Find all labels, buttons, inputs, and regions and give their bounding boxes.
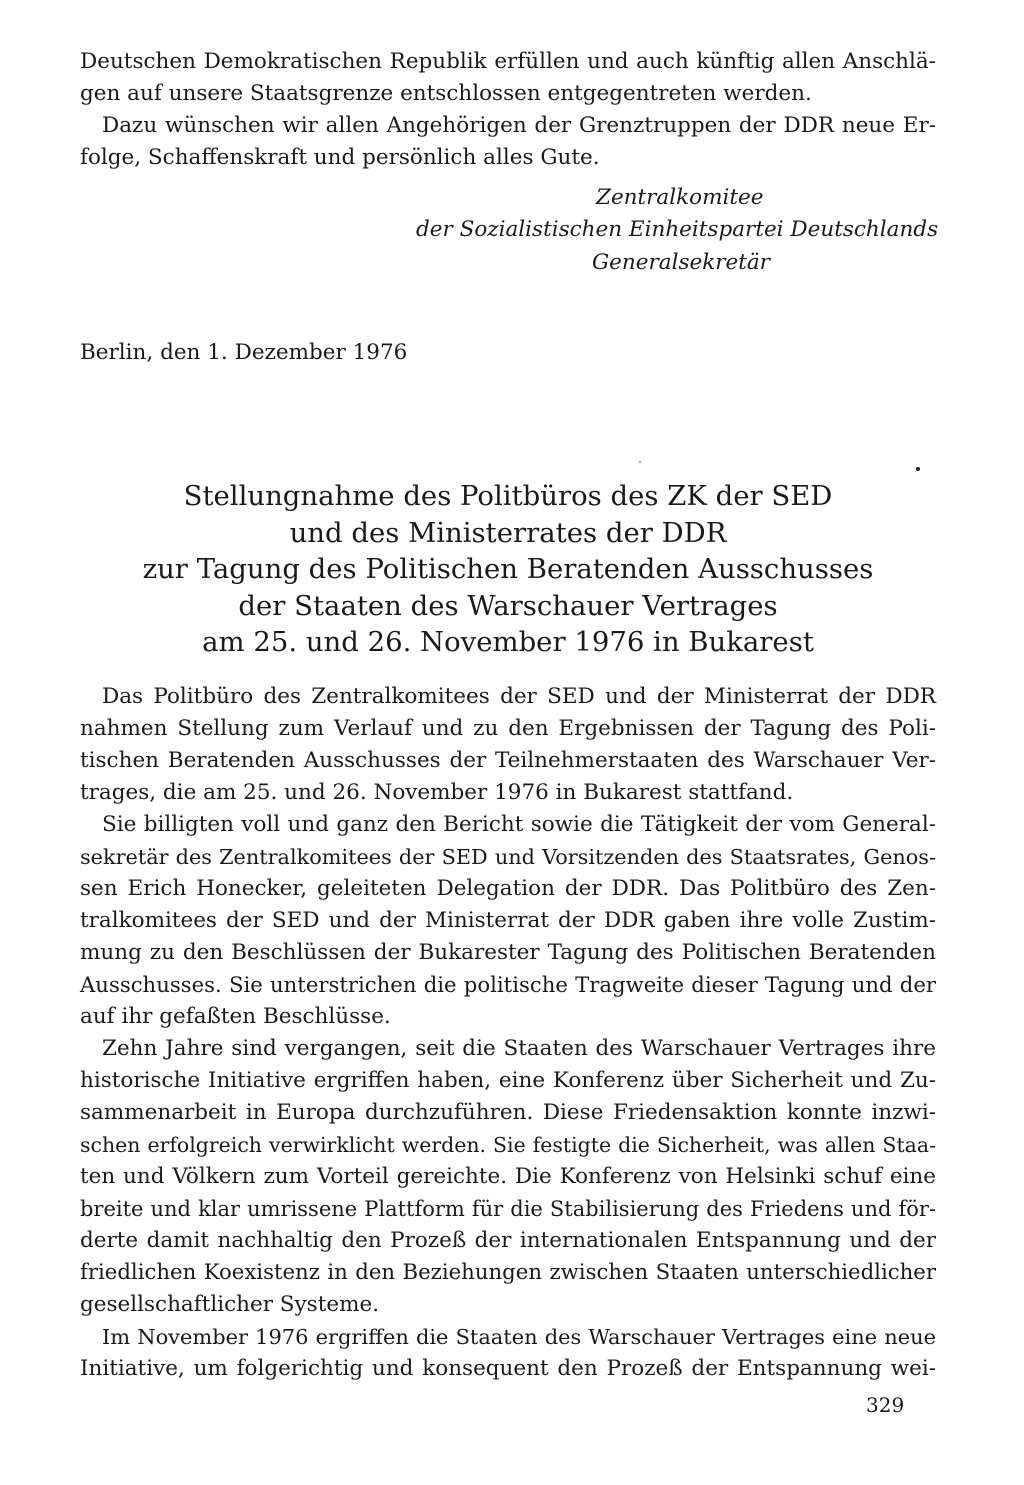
body-line: ten und Völkern zum Vorteil gereichte. Die Konferenz von Helsinki schuf eine bbox=[80, 1164, 936, 1189]
section-title bbox=[80, 478, 936, 661]
page-number: 329 bbox=[866, 1393, 905, 1417]
intro-line: Deutschen Demokratischen Republik erfüllen und auch künftig allen Anschlä- bbox=[80, 49, 936, 74]
body-line: historische Initiative ergriffen haben, eine Konferenz über Sicherheit und Zu- bbox=[80, 1068, 936, 1093]
scan-speck bbox=[639, 461, 641, 463]
date-line: Berlin, den 1. Dezember 1976 bbox=[80, 340, 408, 365]
body-line: derte damit nachhaltig den Prozeß der internationalen Entspannung und der bbox=[80, 1228, 936, 1253]
body-line: sen Erich Honecker, geleiteten Delegation der DDR. Das Politbüro des Zen- bbox=[80, 876, 936, 901]
intro-line: gen auf unsere Staatsgrenze entschlossen entgegentreten werden. bbox=[80, 81, 812, 106]
body-line: Ausschusses. Sie unterstrichen die politische Tragweite dieser Tagung und der bbox=[80, 972, 936, 997]
body-line: tralkomitees der SED und der Ministerrat der DDR gaben ihre volle Zustim- bbox=[80, 908, 936, 933]
body-line: trages, die am 25. und 26. November 1976 in Bukarest stattfand. bbox=[80, 780, 794, 805]
body-line: friedlichen Koexistenz in den Beziehungen zwischen Staaten unterschiedlicher bbox=[80, 1260, 936, 1285]
body-line: Zehn Jahre sind vergangen, seit die Staaten des Warschauer Vertrages ihre bbox=[102, 1036, 936, 1061]
signature-line-3: Generalsekretär bbox=[592, 250, 770, 275]
body-line: breite und klar umrissene Plattform für die Stabilisierung des Friedens und för- bbox=[80, 1197, 936, 1221]
body-line: gesellschaftlicher Systeme. bbox=[80, 1292, 380, 1317]
body-line: Das Politbüro des Zentralkomitees der SED und der Ministerrat der DDR bbox=[102, 684, 936, 709]
scan-speck bbox=[916, 467, 920, 471]
body-line: schen erfolgreich verwirklicht werden. Sie festigte die Sicherheit, was allen Staa- bbox=[80, 1133, 936, 1157]
title-line: zur Tagung des Politischen Beratenden Ausschusses bbox=[142, 553, 874, 585]
signature-line-2: der Sozialistischen Einheitspartei Deutschlands bbox=[416, 217, 939, 242]
body-line: sekretär des Zentralkomitees der SED und Vorsitzenden des Staatsrates, Genos- bbox=[80, 845, 936, 869]
body-line: auf ihr gefaßten Beschlüsse. bbox=[80, 1004, 391, 1029]
title-line: der Staaten des Warschauer Vertrages bbox=[238, 589, 778, 622]
body-line: tischen Beratenden Ausschusses der Teilnehmerstaaten des Warschauer Ver- bbox=[80, 748, 936, 773]
body-line: Sie billigten voll und ganz den Bericht sowie die Tätigkeit der vom General- bbox=[102, 812, 936, 837]
title-line: Stellungnahme des Politbüros des ZK der SED bbox=[183, 480, 833, 512]
body-line: sammenarbeit in Europa durchzuführen. Diese Friedensaktion konnte inzwi- bbox=[80, 1100, 936, 1125]
body-line: mung zu den Beschlüssen der Bukarester Tagung des Politischen Beratenden bbox=[80, 940, 936, 965]
intro-line: folge, Schaffenskraft und persönlich alles Gute. bbox=[80, 145, 600, 170]
body-line: Im November 1976 ergriffen die Staaten des Warschauer Vertrages eine neue bbox=[102, 1325, 936, 1349]
intro-line: Dazu wünschen wir allen Angehörigen der Grenztruppen der DDR neue Er- bbox=[102, 113, 936, 138]
signature-line-1: Zentralkomitee bbox=[596, 185, 764, 210]
title-line: und des Ministerrates der DDR bbox=[289, 516, 727, 549]
body-line: Initiative, um folgerichtig und konsequent den Prozeß der Entspannung wei- bbox=[80, 1356, 936, 1381]
body-line: nahmen Stellung zum Verlauf und zu den Ergebnissen der Tagung des Poli- bbox=[80, 716, 936, 741]
title-line: am 25. und 26. November 1976 in Bukarest bbox=[202, 626, 814, 658]
body-paragraphs bbox=[80, 681, 936, 1385]
intro-paragraphs bbox=[80, 46, 936, 174]
